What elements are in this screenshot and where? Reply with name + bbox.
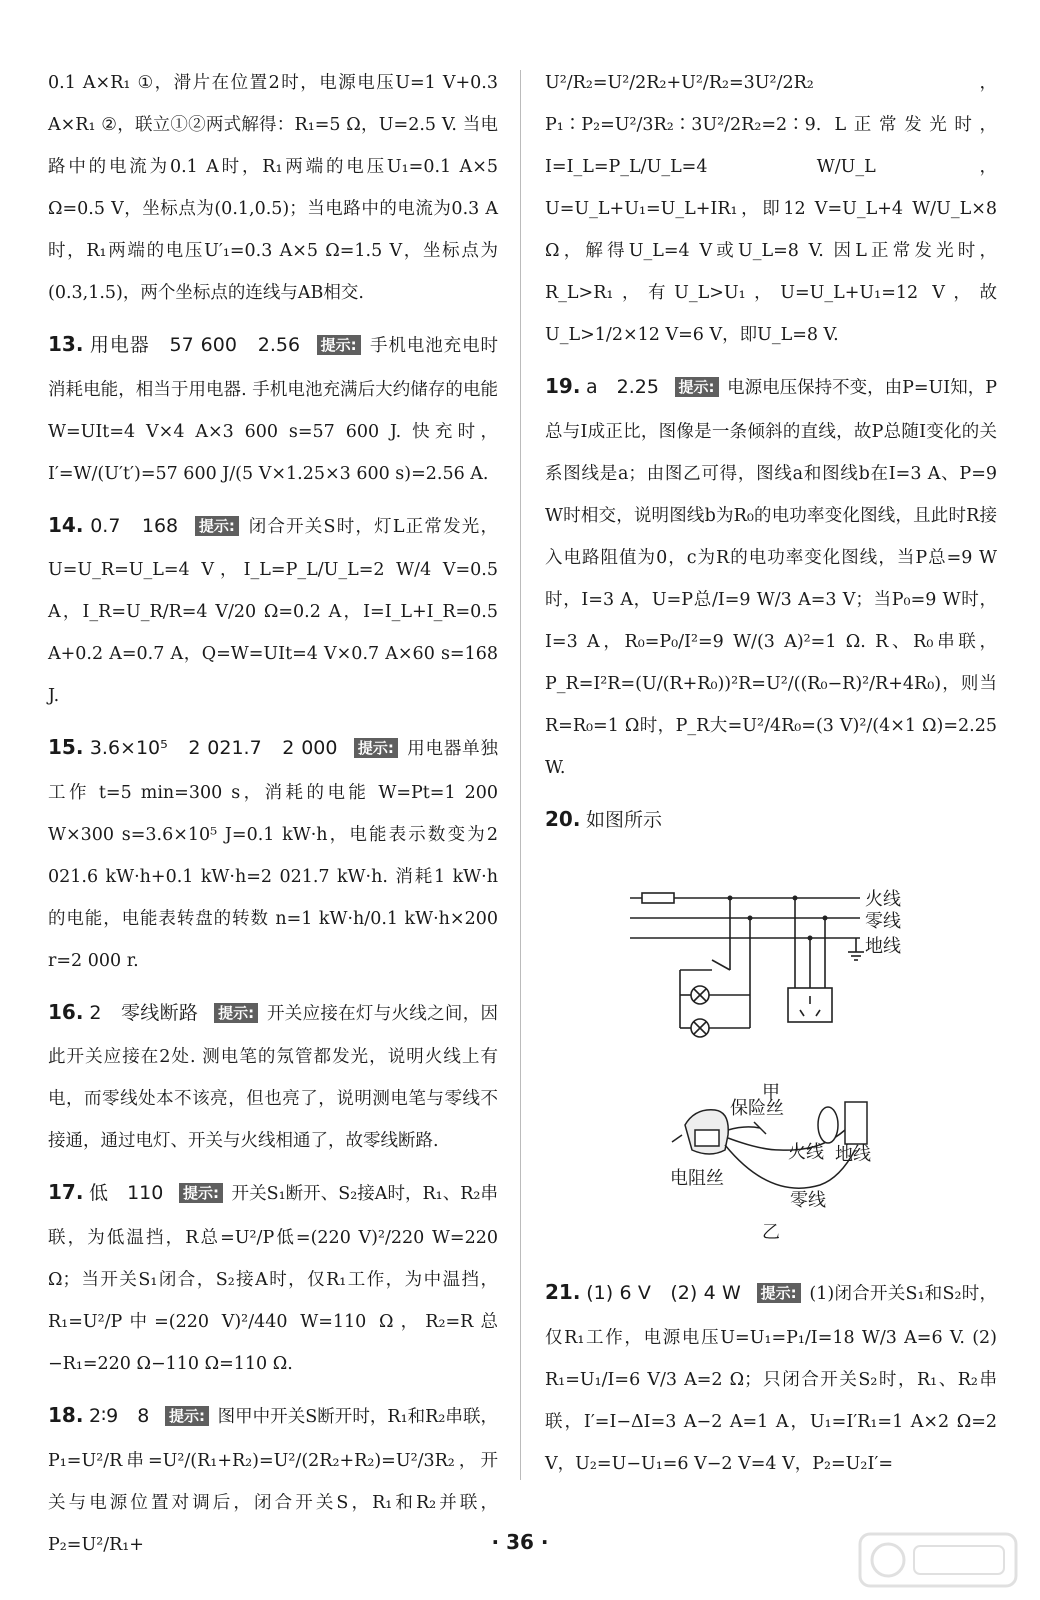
question-15: [48, 723, 498, 982]
fuse-label: 保险丝: [730, 1098, 784, 1119]
hint-text: 手机电池充电时消耗电能，相当于用电器. 手机电池充满后大约储存的电能W=UIt=4 V×4 A×3 600 s=57 600 J. 快充时，I′=W/(U′t′)=57 600 J/(5 V×1.25×3 600 s)=2.56 A.: [48, 336, 498, 484]
question-13: [48, 320, 498, 495]
hint-badge: 提示:: [179, 1183, 223, 1203]
hint-text: 开关应接在灯与火线之间，因此开关应接在2处. 测电笔的氖管都发光，说明火线上有电，而零线处本不该亮，但也亮了，说明测电笔与零线不接通，通过电灯、开关与火线相通了，故零线断路.: [48, 1003, 498, 1152]
hint-badge: 提示:: [214, 1003, 258, 1023]
hint-badge: 提示:: [354, 738, 398, 758]
figure-yi: [670, 1090, 890, 1210]
question-answer: 2 零线断路: [89, 1001, 199, 1024]
question-21: [545, 1268, 997, 1485]
left-column: [48, 62, 498, 1566]
live-wire-label: 火线: [865, 889, 901, 910]
question-answer: 3.6×10⁵ 2 021.7 2 000: [89, 737, 338, 760]
question-20: [545, 795, 997, 844]
question-answer: 如图所示: [586, 808, 663, 831]
hint-badge: 提示:: [757, 1283, 801, 1303]
continuation-text: U²/R₂=U²/2R₂+U²/R₂=3U²/2R₂，P₁∶P₂=U²/3R₂∶3U²/2R₂=2∶9. L正常发光时，I=I_L=P_L/U_L=4 W/U_L，U=U_L+U₁=U_L+IR₁，即12 V=U_L+4 W/U_L×8 Ω，解得U_L=4 V或U_L=8 V. 因L正常发光时，R_L>R₁，有U_L>U₁，U=U_L+U₁=12 V，故U_L>1/2×12 V=6 V，即U_L=8 V.: [545, 73, 997, 345]
question-14: [48, 501, 498, 718]
hint-badge: 提示:: [675, 377, 719, 397]
question-19: [545, 362, 997, 789]
right-column: [545, 62, 997, 843]
question-16: [48, 988, 498, 1163]
question-answer: 0.7 168: [90, 514, 179, 537]
question-number: 14.: [48, 512, 84, 537]
hint-text: 开关S₁断开、S₂接A时，R₁、R₂串联，为低温挡，R总=U²/P低=(220 V)²/220 W=220 Ω；当开关S₁闭合，S₂接A时，仅R₁工作，为中温挡，R₁=U²/P中=(220 V)²/440 W=110 Ω，R₂=R总−R₁=220 Ω−110 Ω=110 Ω.: [48, 1184, 498, 1374]
question-number: 15.: [48, 735, 84, 760]
figure-jia-caption: 甲: [762, 1082, 780, 1103]
hint-badge: 提示:: [317, 335, 361, 355]
figure-jia: [620, 880, 920, 1070]
question-answer: a 2.25: [586, 376, 659, 398]
neutral-wire-label: 零线: [865, 911, 901, 932]
question-number: 20.: [545, 806, 581, 831]
watermark-logo-icon: [858, 1530, 1018, 1590]
question-answer: (1) 6 V (2) 4 W: [586, 1282, 741, 1304]
question-answer: 低 110: [89, 1182, 164, 1205]
column-divider: [520, 70, 521, 1480]
figure-yi-caption: 乙: [762, 1222, 780, 1243]
hint-badge: 提示:: [165, 1406, 209, 1426]
page-number: · 36 ·: [491, 1530, 549, 1554]
question-number: 21.: [545, 1280, 581, 1304]
hint-text: (1)闭合开关S₁和S₂时，仅R₁工作，电源电压U=U₁=P₁/I=18 W/3 A=6 V. (2) R₁=U₁/I=6 V/3 A=2 Ω；只闭合开关S₂时，R₁、R₂串联，I′=I−ΔI=3 A−2 A=1 A，U₁=I′R₁=1 A×2 Ω=2 V，U₂=U−U₁=6 V−2 V=4 V，P₂=U₂I′=: [545, 1284, 997, 1474]
hint-text: 图甲中开关S断开时，R₁和R₂串联，P₁=U²/R串=U²/(R₁+R₂)=U²/(2R₂+R₂)=U²/3R₂，开关与电源位置对调后，闭合开关S，R₁和R₂并联，P₂=U²/R₁+: [48, 1406, 498, 1555]
hint-text: 闭合开关S时，灯L正常发光，U=U_R=U_L=4 V，I_L=P_L/U_L=2 W/4 V=0.5 A，I_R=U_R/R=4 V/20 Ω=0.2 A，I=I_L+I_R=0.5 A+0.2 A=0.7 A，Q=W=UIt=4 V×0.7 A×60 s=168 J.: [48, 516, 498, 707]
hint-text: 电源电压保持不变，由P=UI知，P总与I成正比，图像是一条倾斜的直线，故P总随I变化的关系图线是a；由图乙可得，图线a和图线b在I=3 A、P=9 W时相交，说明图线b为R₀的电功率变化图线，且此时R接入电路阻值为0，c为R的电功率变化图线，当P总=9 W时，I=3 A，U=P总/I=9 W/3 A=3 V；当P₀=9 W时，I=3 A，R₀=P₀/I²=9 W/(3 A)²=1 Ω. R、R₀串联，P_R=I²R=(U/(R+R₀))²R=U²/((R₀−R)²/R+4R₀)，则当R=R₀=1 Ω时，P_R大=U²/4R₀=(3 V)²/(4×1 Ω)=2.25 W.: [545, 378, 997, 778]
right-column-lower: [545, 1262, 997, 1485]
question-17: [48, 1168, 498, 1385]
question-number: 17.: [48, 1180, 84, 1205]
hint-badge: 提示:: [195, 516, 239, 536]
question-answer: 2∶9 8: [89, 1404, 150, 1427]
ground-wire-label: 地线: [865, 936, 901, 957]
continuation-text: 0.1 A×R₁ ①，滑片在位置2时，电源电压U=1 V+0.3 A×R₁ ②，联立①②两式解得：R₁=5 Ω，U=2.5 V. 当电路中的电流为0.1 A时，R₁两端的电压U₁=0.1 A×5 Ω=0.5 V，坐标点为(0.1,0.5)；当电路中的电流为0.3 A时，R₁两端的电压U′₁=0.3 A×5 Ω=1.5 V，坐标点为(0.3,1.5)，两个坐标点的连线与AB相交.: [48, 73, 498, 303]
hint-text: 用电器单独工作 t=5 min=300 s，消耗的电能 W=Pt=1 200 W×300 s=3.6×10⁵ J=0.1 kW·h，电能表示数变为2 021.6 kW·h+0.1 kW·h=2 021.7 kW·h. 消耗1 kW·h的电能，电能表转盘的转数 n=1 kW·h/0.1 kW·h×200 r=2 000 r.: [48, 739, 498, 971]
question-number: 18.: [48, 1402, 84, 1427]
neutral-label: 零线: [790, 1190, 826, 1211]
question-number: 13.: [48, 332, 84, 356]
question-answer: 用电器 57 600 2.56: [89, 334, 301, 356]
resistor-label: 电阻丝: [670, 1168, 724, 1189]
question-number: 19.: [545, 374, 581, 398]
live-label: 火线: [788, 1142, 824, 1163]
watermark: [858, 1530, 1018, 1590]
question-number: 16.: [48, 999, 84, 1024]
ground-label: 地线: [835, 1144, 871, 1165]
